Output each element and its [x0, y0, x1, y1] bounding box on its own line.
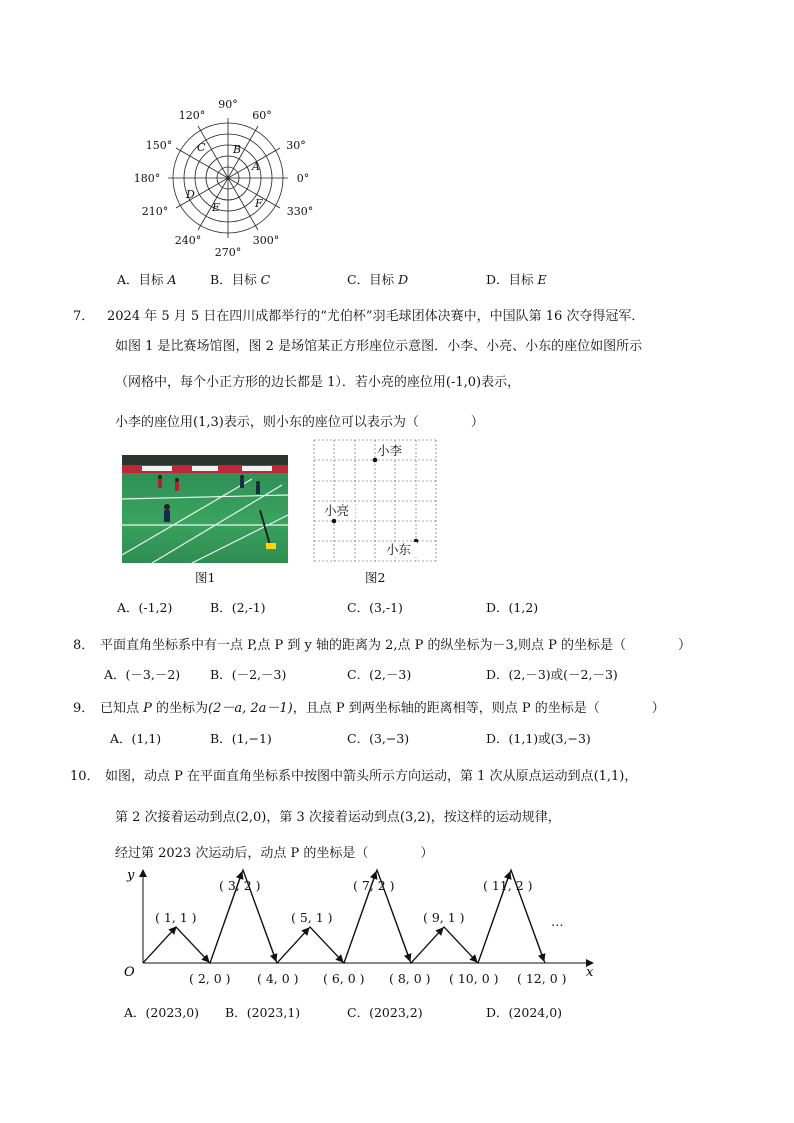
q6-option-d[interactable]: D．目标 E [486, 272, 547, 287]
point-label: ( 8, 0 ) [389, 971, 431, 986]
q8-stem: 平面直角坐标系中有一点 P,点 P 到 y 轴的距离为 2,点 P 的纵坐标为－3,则点 P 的坐标是（ ） [100, 638, 691, 653]
seat-grid [312, 438, 440, 564]
polar-angle-label: 30° [286, 139, 306, 152]
seat-dong-label: 小东 [386, 542, 412, 557]
polar-angle-label: 150° [145, 139, 173, 152]
figure-2-caption: 图2 [365, 570, 386, 585]
q9-option-c[interactable]: C．(3,−3) [347, 731, 410, 746]
axis-label-x: x [586, 965, 594, 980]
q7-line-1: 2024 年 5 月 5 日在四川成都举行的“尤伯杯”羽毛球团体决赛中，中国队第 16 次夺得冠军． [107, 309, 645, 324]
q9-option-a[interactable]: A．(1,1) [110, 731, 162, 746]
q8-option-b[interactable]: B．(－2,－3) [210, 667, 287, 682]
q9-stem: 已知点 P 的坐标为(2－a, 2a－1)，且点 P 到两坐标轴的距离相等，则点 P 的坐标是（ ） [100, 701, 665, 716]
origin-label: O [124, 965, 135, 980]
polar-target-label: A [252, 160, 260, 173]
polar-angle-label: 240° [174, 234, 202, 247]
q10-line-2: 第 2 次接着运动到点(2,0)，第 3 次接着运动到点(3,2)，按这样的运动规律， [115, 810, 561, 825]
q10-number: 10． [70, 769, 100, 784]
q9-option-d[interactable]: D．(1,1)或(3,−3) [486, 731, 591, 746]
q7-line-3: （网格中，每个小正方形的边长都是 1）．若小亮的座位用(-1,0)表示， [115, 375, 521, 390]
point-label: ( 5, 1 ) [291, 910, 333, 925]
point-label: ( 4, 0 ) [257, 971, 299, 986]
badminton-court-photo [122, 455, 288, 563]
q10-option-a[interactable]: A．(2023,0) [124, 1005, 200, 1020]
point-label: ( 10, 0 ) [449, 971, 499, 986]
seat-liang-label: 小亮 [324, 503, 350, 518]
q9-option-b[interactable]: B．(1,−1) [210, 731, 272, 746]
polar-angle-label: 60° [252, 109, 272, 122]
polar-angle-label: 330° [286, 205, 314, 218]
q7-number: 7． [73, 309, 95, 324]
q7-option-c[interactable]: C．(3,-1) [347, 600, 403, 615]
polar-target-label: C [197, 141, 206, 154]
polar-angle-label: 0° [296, 172, 310, 185]
polar-angle-label: 210° [141, 205, 169, 218]
q10-line-1: 如图，动点 P 在平面直角坐标系中按图中箭头所示方向运动，第 1 次从原点运动到点(1,1)， [105, 769, 638, 784]
q10-option-b[interactable]: B．(2023,1) [225, 1005, 301, 1020]
q9-number: 9． [73, 701, 95, 716]
polar-angle-label: 120° [178, 109, 206, 122]
polar-angle-label: 90° [218, 98, 238, 111]
zigzag-motion-figure [115, 862, 605, 992]
q6-option-b[interactable]: B．目标 C [210, 272, 271, 287]
point-label: ( 11, 2 ) [483, 878, 533, 893]
q8-option-a[interactable]: A．(－3,－2) [104, 667, 181, 682]
q10-option-d[interactable]: D．(2024,0) [486, 1005, 563, 1020]
q8-option-c[interactable]: C．(2,－3) [347, 667, 412, 682]
q8-option-d[interactable]: D．(2,－3)或(－2,－3) [486, 667, 618, 682]
seat-li-dot [373, 458, 378, 463]
q10-option-c[interactable]: C．(2023,2) [347, 1005, 423, 1020]
polar-angle-label: 180° [133, 172, 161, 185]
ellipsis: … [551, 914, 564, 929]
seat-li-label: 小李 [377, 443, 403, 458]
q10-line-3: 经过第 2023 次运动后，动点 P 的坐标是（ ） [115, 846, 434, 861]
polar-target-figure [130, 95, 330, 265]
point-label: ( 2, 0 ) [189, 971, 231, 986]
polar-angle-label: 270° [214, 246, 242, 259]
q7-option-a[interactable]: A．(-1,2) [117, 600, 173, 615]
point-label: ( 7, 2 ) [353, 878, 395, 893]
point-label: ( 9, 1 ) [423, 910, 465, 925]
point-label: ( 12, 0 ) [517, 971, 567, 986]
axis-label-y: y [127, 868, 135, 883]
point-label: ( 6, 0 ) [323, 971, 365, 986]
q6-option-a[interactable]: A．目标 A [117, 272, 177, 287]
q8-number: 8． [73, 638, 95, 653]
point-label: ( 3, 2 ) [219, 878, 261, 893]
seat-liang-dot [332, 519, 337, 524]
q7-line-2: 如图 1 是比赛场馆图，图 2 是场馆某正方形座位示意图．小李、小亮、小东的座位如图所示 [115, 339, 643, 354]
q7-option-b[interactable]: B．(2,-1) [210, 600, 266, 615]
q7-line-4: 小李的座位用(1,3)表示，则小东的座位可以表示为（ ） [115, 415, 484, 430]
point-label: ( 1, 1 ) [155, 910, 197, 925]
polar-target-label: E [212, 201, 221, 214]
polar-angle-label: 300° [252, 234, 280, 247]
q6-option-c[interactable]: C．目标 D [347, 272, 409, 287]
figure-1-caption: 图1 [195, 570, 216, 585]
polar-target-label: D [186, 188, 195, 201]
q7-option-d[interactable]: D．(1,2) [486, 600, 539, 615]
polar-target-label: B [233, 143, 242, 156]
polar-target-label: F [255, 197, 263, 210]
